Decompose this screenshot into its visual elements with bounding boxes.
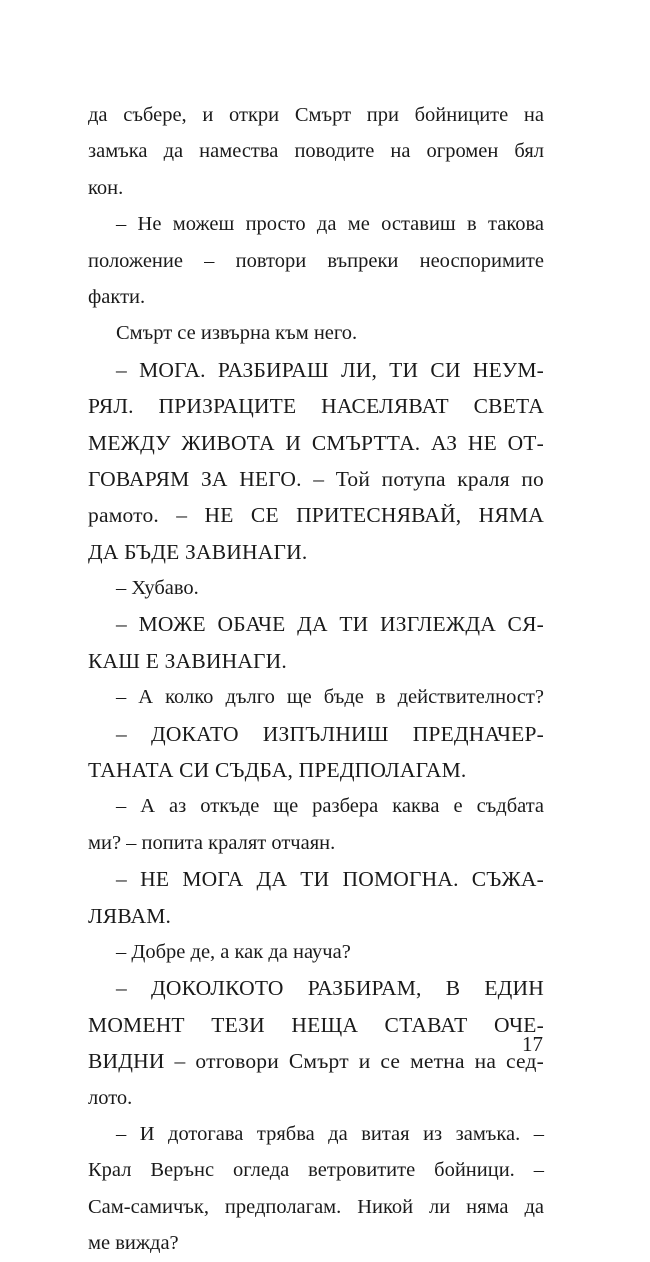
text-line: факти. xyxy=(88,285,146,308)
text-line: КАШ Е ЗАВИНАГИ. xyxy=(88,648,287,673)
text-line: – Не можеш просто да ме оставиш в такова xyxy=(116,213,544,236)
text-line: – ДОКОЛКОТО РАЗБИРАМ, В ЕДИН xyxy=(116,976,544,1001)
text-line: положение – повтори въпреки неоспоримите xyxy=(88,249,544,272)
text-line: ВИДНИ – отговори Смърт и се метна на сед- xyxy=(88,1049,544,1074)
page-number: 17 xyxy=(522,1032,543,1056)
text-line: МЕЖДУ ЖИВОТА И СМЪРТТА. АЗ НЕ ОТ- xyxy=(88,430,544,455)
text-line: – МОГА. РАЗБИРАШ ЛИ, ТИ СИ НЕУМ- xyxy=(116,357,544,382)
text-line: да събере, и откри Смърт при бойниците на xyxy=(88,104,544,126)
text-line: рамото. – НЕ СЕ ПРИТЕСНЯВАЙ, НЯМА xyxy=(88,503,544,528)
text-line: кон. xyxy=(88,176,124,199)
text-line: – И дотогава трябва да витая из замъка. – xyxy=(116,1122,544,1145)
text-line: ЛЯВАМ. xyxy=(88,903,172,928)
text-line: Смърт се извърна към него. xyxy=(116,322,358,345)
text-line: – НЕ МОГА ДА ТИ ПОМОГНА. СЪЖА- xyxy=(116,867,544,892)
text-line: – МОЖЕ ОБАЧЕ ДА ТИ ИЗГЛЕЖДА СЯ- xyxy=(116,612,544,637)
text-line: лото. xyxy=(88,1086,133,1109)
text-line: МОМЕНТ ТЕЗИ НЕЩА СТАВАТ ОЧЕ- xyxy=(88,1012,544,1037)
text-line: ГОВАРЯМ ЗА НЕГО. – Той потупа краля по xyxy=(88,466,544,491)
text-line: РЯЛ. ПРИЗРАЦИТЕ НАСЕЛЯВАТ СВЕТА xyxy=(88,394,544,419)
text-line: замъка да намества поводите на огромен бял xyxy=(88,140,544,163)
text-line: – Добре де, а как да науча? xyxy=(116,940,351,963)
text-line: ДА БЪДЕ ЗАВИНАГИ. xyxy=(88,539,308,564)
book-page-body xyxy=(88,97,544,1262)
text-line: – Хубаво. xyxy=(116,577,199,600)
text-line: ме вижда? xyxy=(88,1232,179,1255)
text-line: Крал Верънс огледа ветровитите бойници. – xyxy=(88,1159,544,1182)
text-line: ТАНАТА СИ СЪДБА, ПРЕДПОЛАГАМ. xyxy=(88,758,467,783)
text-line: ми? – попита кралят отчаян. xyxy=(88,831,336,854)
text-line: – А аз откъде ще разбера каква е съдбата xyxy=(116,795,544,818)
text-line: – ДОКАТО ИЗПЪЛНИШ ПРЕДНАЧЕР- xyxy=(116,721,544,746)
text-line: Сам-самичък, предполагам. Никой ли няма да xyxy=(88,1195,544,1218)
text-line: – А колко дълго ще бъде в действителност? xyxy=(116,686,544,709)
